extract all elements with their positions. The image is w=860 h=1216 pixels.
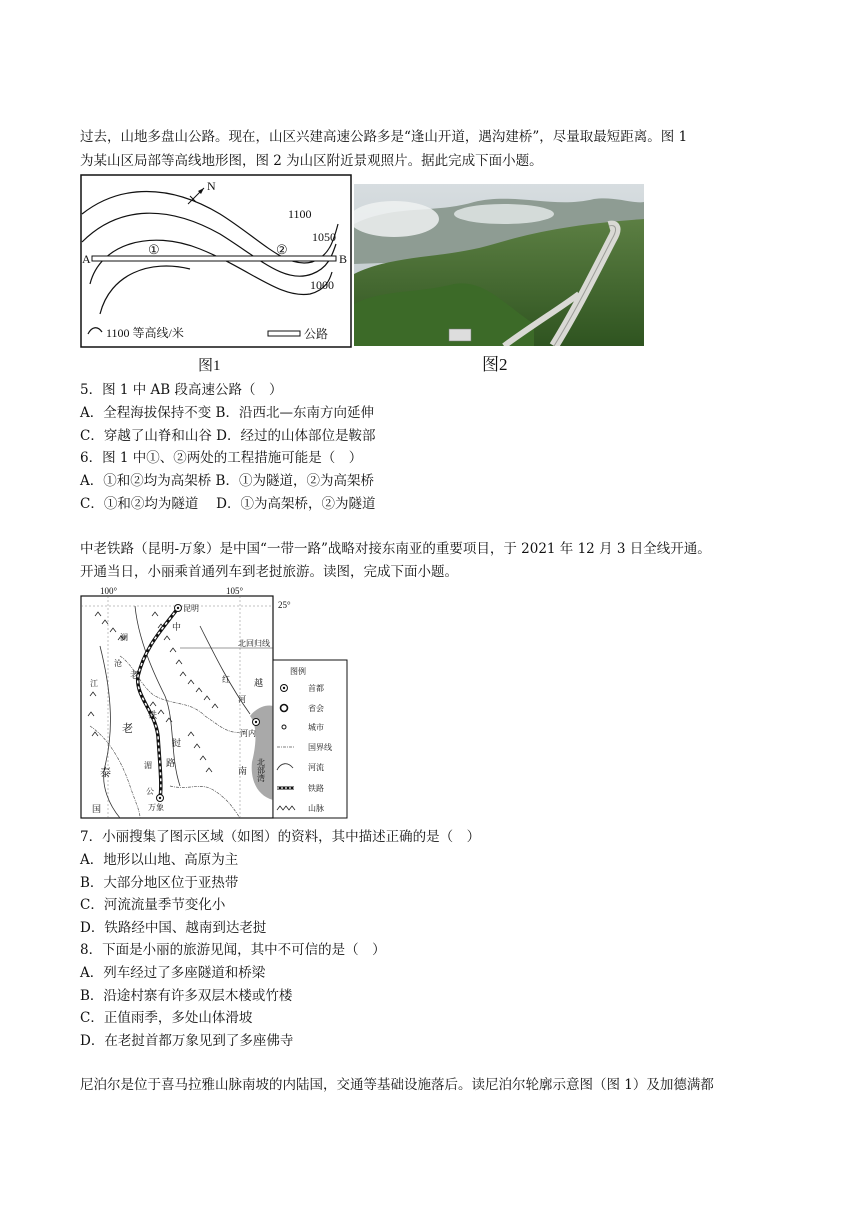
q6-stem: 6．图 1 中①、②两处的工程措施可能是（ ） [80,450,363,466]
q8-stem: 8．下面是小丽的旅游见闻，其中不可信的是（ ） [80,942,386,958]
legend-road-icon [268,331,300,336]
intro-line-2: 为某山区局部等高线地形图，图 2 为山区附近景观照片。据此完成下面小题。 [80,153,543,169]
label-jiang: 江 [90,679,98,688]
q7-stem: 7．小丽搜集了图示区域（如图）的资料，其中描述正确的是（ ） [80,829,481,845]
legend-railway-label: 铁路 [308,784,324,793]
hanoi-label: 河内 [240,729,256,738]
intro2-line-1: 中老铁路（昆明-万象）是中国“一带一路”战略对接东南亚的重要项目，于 2021 年 12 月 3 日全线开通。 [80,541,711,557]
figure-1-caption: 图1 [198,358,221,374]
contour-label-1100: 1100 [288,207,312,221]
china-laos-railway-map [80,586,350,822]
label-zhong: 中 [172,622,182,632]
label-tai: 泰 [100,767,111,779]
lon-100-label: 100° [100,586,118,596]
vientiane-label: 万象 [148,803,164,812]
gulf-label-1: 北部湾 [256,758,266,782]
label-lan: 澜 [120,633,128,642]
legend-city-icon [282,725,286,729]
q6-options-ab: A．①和②均为高架桥 B．①为隧道，②为高架桥 [80,473,374,489]
label-wo: 挝 [172,738,182,748]
label-hong: 红 [222,675,230,684]
label-lu: 路 [166,758,176,768]
legend-mountain-label: 山脉 [308,804,324,813]
q7-option-d: D．铁路经中国、越南到达老挝 [80,920,267,936]
kunming-label: 昆明 [183,604,199,613]
tropic-label: 北回归线 [238,639,270,648]
legend-title: 图例 [290,667,306,676]
q8-option-b: B．沿途村寨有许多双层木楼或竹楼 [80,988,293,1004]
label-lao-rail: 老 [130,670,140,680]
q8-option-a: A．列车经过了多座隧道和桥梁 [80,965,266,981]
q7-option-a: A．地形以山地、高原为主 [80,852,239,868]
intro-line-1: 过去，山地多盘山公路。现在，山区兴建高速公路多是“逢山开道，遇沟建桥”，尽量取最短距离。图 1 [80,129,688,145]
legend-capital-label: 首都 [308,684,324,693]
legend-province-label: 省会 [308,704,324,713]
figure-2-photo [354,184,644,346]
road-ab [92,256,336,261]
contour-label-1050: 1050 [312,230,336,244]
label-he: 河 [238,695,246,704]
point-a-label: A [82,252,91,266]
label-lao-country: 老 [122,723,133,735]
label-guo: 国 [92,804,102,814]
figure-2-caption: 图2 [482,355,508,374]
q5-options-ab: A．全程海拔保持不变 B．沿西北—东南方向延伸 [80,405,374,421]
point-b-label: B [339,252,348,266]
legend-contour-label: 1100 等高线/米 [106,326,184,340]
q5-options-cd: C．穿越了山脊和山谷 D．经过的山体部位是鞍部 [80,428,376,444]
mark-2-label: ② [276,242,288,257]
label-yue: 越 [254,678,264,688]
label-cang: 沧 [114,659,122,668]
legend-province-icon [281,705,288,712]
legend-border-label: 国界线 [308,743,332,752]
label-gong: 公 [146,787,154,796]
q5-stem: 5．图 1 中 AB 段高速公路（ ） [80,382,283,398]
legend-river-label: 河流 [308,763,324,772]
q7-option-b: B．大部分地区位于亚热带 [80,875,239,891]
intro2-line-2: 开通当日，小丽乘首通列车到老挝旅游。读图，完成下面小题。 [80,564,458,580]
q7-option-c: C．河流流量季节变化小 [80,897,226,913]
legend-road-label: 公路 [304,327,329,341]
q8-option-c: C．正值雨季，多处山体滑坡 [80,1010,253,1026]
intro3-line-1: 尼泊尔是位于喜马拉雅山脉南坡的内陆国，交通等基础设施落后。读尼泊尔轮廓示意图（图 1）及加德满都 [80,1077,714,1093]
lat-25-label: 25° [278,600,291,610]
q8-option-d: D．在老挝首都万象见到了多座佛寺 [80,1033,294,1049]
label-mei: 湄 [144,761,152,770]
figure-1-contour-map [80,174,354,374]
legend-city-label: 城市 [308,723,324,732]
label-tie: 铁 [148,710,158,720]
label-nan: 南 [238,766,248,776]
contour-label-1000: 1000 [310,278,334,292]
lon-105-label: 105° [226,586,244,596]
q6-options-cd: C．①和②均为隧道 D．①为高架桥，②为隧道 [80,496,376,512]
north-label: N [207,179,216,193]
mark-1-label: ① [148,242,160,257]
